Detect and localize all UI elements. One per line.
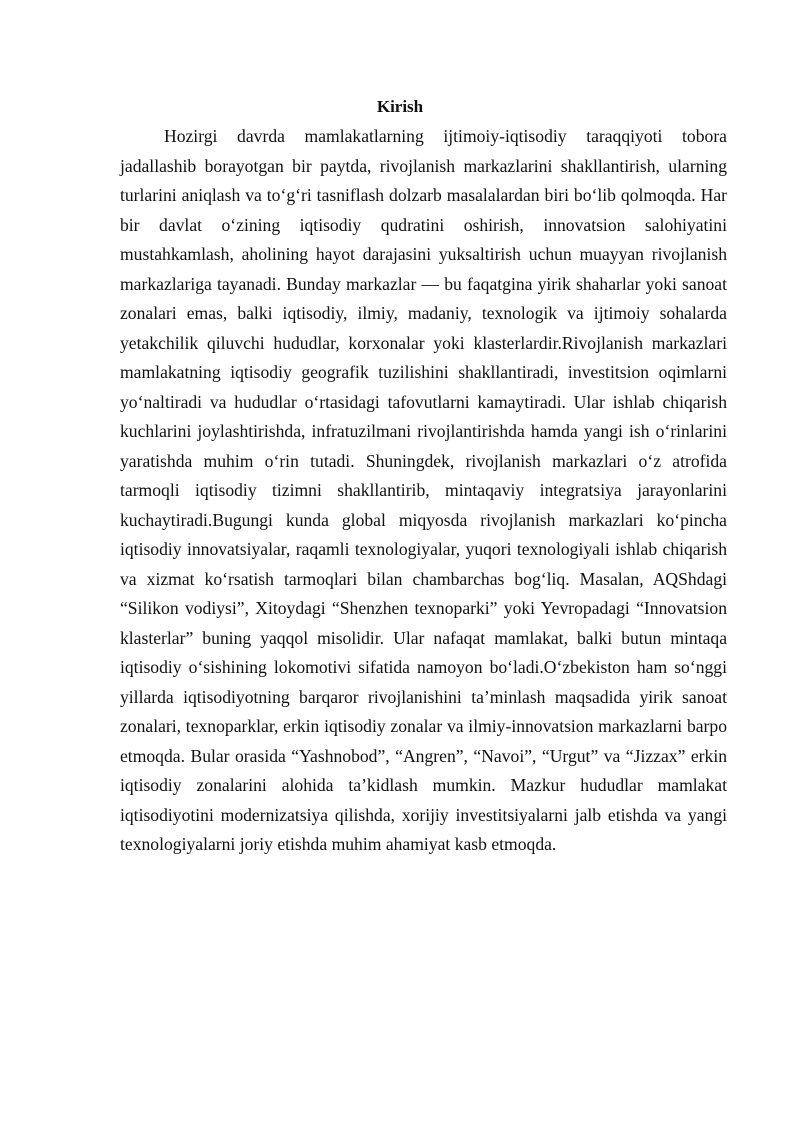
page-title: Kirish (376, 97, 424, 116)
body-paragraph: Hozirgi davrda mamlakatlarning ijtimoiy-iqtisodiy taraqqiyoti tobora jadallashib borayotgan bir paytda, rivojlanish markazlarini shakllantirish, ularning turlarini aniqlash va to‘g‘ri tasniflash dolzarb masalalardan biri bo‘lib qolmoqda. Har bir davlat o‘zining iqtisodiy qudratini oshirish, innovatsion salohiyatini mustahkamlash, aholining hayot darajasini yuksaltirish uchun muayyan rivojlanish markazlariga tayanadi. Bunday markazlar — bu faqatgina yirik shaharlar yoki sanoat zonalari emas, balki iqtisodiy, ilmiy, madaniy, texnologik va ijtimoiy sohalarda yetakchilik qiluvchi hududlar, korxonalar yoki klasterlardir.Rivojlanish markazlari mamlakatning iqtisodiy geografik tuzilishini shakllantiradi, investitsion oqimlarni yo‘naltiradi va hududlar o‘rtasidagi tafovutlarni kamaytiradi. Ular ishlab chiqarish kuchlarini joylashtirishda, infratuzilmani rivojlantirishda hamda yangi ish o‘rinlarini yaratishda muhim o‘rin tutadi. Shuningdek, rivojlanish markazlari o‘z atrofida tarmoqli iqtisodiy tizimni shakllantirib, mintaqaviy integratsiya jarayonlarini kuchaytiradi.Bugungi kunda global miqyosda rivojlanish markazlari ko‘pincha iqtisodiy innovatsiyalar, raqamli texnologiyalar, yuqori texnologiyali ishlab chiqarish va xizmat ko‘rsatish tarmoqlari bilan chambarchas bog‘liq. Masalan, AQShdagi “Silikon vodiysi”, Xitoydagi “Shenzhen texnoparki” yoki Yevropadagi “Innovatsion klasterlar” buning yaqqol misolidir. Ular nafaqat mamlakat, balki butun mintaqa iqtisodiy o‘sishining lokomotivi sifatida namoyon bo‘ladi.O‘zbekiston ham so‘nggi yillarda iqtisodiyotning barqaror rivojlanishini ta’minlash maqsadida yirik sanoat zonalari, texnoparklar, erkin iqtisodiy zonalar va ilmiy-innovatsion markazlarni barpo etmoqda. Bular orasida “Yashnobod”, “Angren”, “Navoi”, “Urgut” va “Jizzax” erkin iqtisodiy zonalarini alohida ta’kidlash mumkin. Mazkur hududlar mamlakat iqtisodiyotini modernizatsiya qilishda, xorijiy investitsiyalarni jalb etishda va yangi texnologiyalarni joriy etishda muhim ahamiyat kasb etmoqda. (120, 126, 727, 854)
